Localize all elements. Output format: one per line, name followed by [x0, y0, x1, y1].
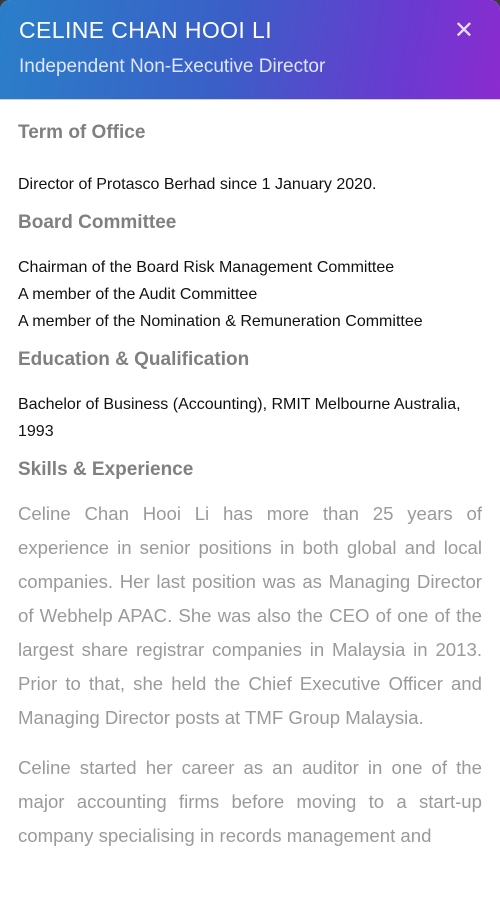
- modal-body: [0, 100, 500, 853]
- board-line-3: A member of the Nomination & Remuneration Committee: [18, 313, 423, 330]
- term-of-office-content: [18, 144, 482, 198]
- skills-title: Skills & Experience: [18, 459, 194, 480]
- board-committee-content: [18, 234, 482, 335]
- director-role: Independent Non-Executive Director: [19, 56, 326, 77]
- close-icon[interactable]: ✕: [453, 16, 474, 44]
- term-of-office-title: Term of Office: [18, 122, 146, 143]
- board-committee-title: Board Committee: [18, 212, 177, 233]
- education-title: Education & Qualification: [18, 349, 250, 370]
- director-name: CELINE CHAN HOOI LI: [19, 17, 272, 43]
- education-content: [18, 371, 482, 445]
- skills-paragraph-2: Celine started her career as an auditor in one of the major accounting firms before moving to a start-up company specialising in records management and: [18, 757, 482, 846]
- term-line: Director of Protasco Berhad since 1 January 2020.: [18, 176, 377, 193]
- skills-content: [18, 481, 482, 853]
- modal-header: [0, 0, 500, 100]
- board-line-2: A member of the Audit Committee: [18, 286, 258, 303]
- education-line: Bachelor of Business (Accounting), RMIT Melbourne Australia, 1993: [18, 396, 461, 440]
- skills-paragraph-1: Celine Chan Hooi Li has more than 25 years of experience in senior positions in both global and local companies. Her last position was as Managing Director of Webhelp APAC. She was also the CEO of one of the largest share registrar companies in Malaysia in 2013. Prior to that, she held the Chief Executive Officer and Managing Director posts at TMF Group Malaysia.: [18, 503, 482, 728]
- board-line-1: Chairman of the Board Risk Management Committee: [18, 259, 395, 276]
